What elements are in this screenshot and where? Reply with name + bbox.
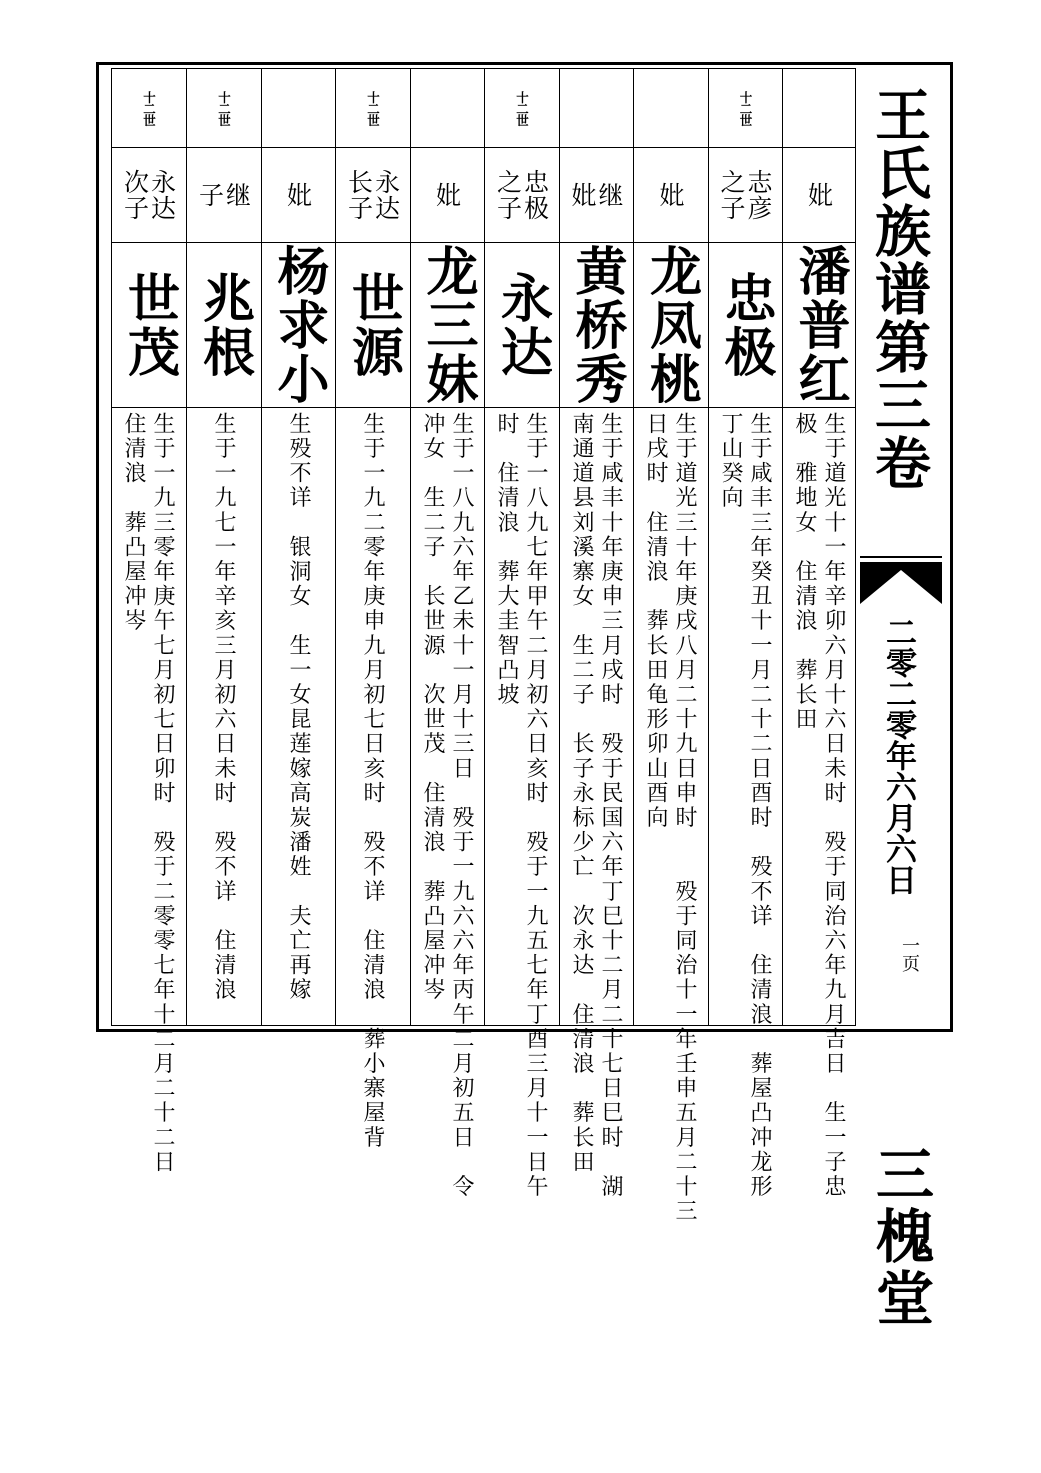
biography-text: 生于一八九七年甲午二月初六日亥时 殁于一九五七年丁酉三月十一日午 时 住清浪 葬大圭智凸坡	[494, 412, 548, 1200]
biography-text: 生于一八九六年乙未十一月十三日 殁于一九六六年丙午二月初五日 令 冲女 生二子 长世源 次世茂 住清浪 葬凸屋冲岑	[420, 412, 474, 1200]
generation-cell	[782, 70, 856, 147]
relation-label: 永达 次子	[120, 169, 177, 221]
name-cell	[484, 243, 559, 407]
relation-label: 继 妣	[568, 182, 624, 208]
name-cell	[782, 243, 856, 407]
relation-label: 继 子	[195, 182, 252, 208]
person-name: 杨求小	[268, 244, 329, 406]
fishtail-ornament	[860, 562, 942, 606]
generation-cell	[484, 70, 559, 147]
name-cell	[708, 243, 782, 407]
name-cell	[335, 243, 410, 407]
relation-label: 妣	[283, 182, 313, 208]
name-cell	[261, 243, 335, 407]
book-sidebar	[856, 68, 942, 1330]
relation-cell	[111, 148, 186, 242]
relation-label: 妣	[656, 182, 685, 208]
generation-cell	[410, 70, 484, 147]
name-cell	[410, 243, 484, 407]
biography-text: 生于道光三十年庚戌八月二十九日申时 殁于同治十一年壬申五月二十三 日戌时 住清浪 葬长田龟形卯山酉向	[643, 412, 697, 1224]
relation-label: 志彦 之子	[717, 169, 773, 221]
relation-label: 妣	[804, 182, 834, 208]
generation-label: 十二世	[141, 91, 157, 126]
person-name: 兆根	[193, 271, 255, 379]
relation-cell	[782, 148, 856, 242]
relation-cell	[633, 148, 708, 242]
relation-cell	[708, 148, 782, 242]
relation-cell	[261, 148, 335, 242]
book-title: 王氏族谱第三卷	[866, 86, 932, 492]
relation-label: 忠极 之子	[493, 169, 550, 221]
person-name: 忠极	[715, 271, 776, 379]
generation-label: 十二世	[365, 91, 381, 126]
person-name: 世茂	[118, 271, 180, 379]
relation-label: 妣	[432, 182, 462, 208]
publication-date: 二零二零年六月六日	[880, 616, 916, 895]
person-name: 龙凤桃	[640, 244, 702, 406]
name-cell	[186, 243, 261, 407]
person-name: 潘普红	[789, 244, 850, 406]
biography-text: 生于一九二零年庚申九月初七日亥时 殁不详 住清浪 葬小寨屋背	[360, 412, 385, 1150]
name-cell	[633, 243, 708, 407]
biography-text: 生于咸丰三年癸丑十一月二十二日酉时 殁不详 住清浪 葬屋凸冲龙形 丁山癸向	[718, 412, 772, 1200]
generation-cell	[633, 70, 708, 147]
biography-text: 生殁不详 银洞女 生一女昆莲嫁高炭潘姓 夫亡再嫁	[286, 412, 311, 1003]
generation-label: 十二世	[738, 91, 753, 126]
page-number: 一页	[899, 936, 920, 972]
relation-cell	[559, 148, 633, 242]
title-rule	[860, 556, 942, 558]
biography-text: 生于道光十一年辛卯六月十六日未时 殁于同治六年九月吉日 生一子忠 极 雅地女 住清浪 葬长田	[792, 412, 846, 1200]
person-name: 龙三妹	[417, 244, 478, 406]
name-cell	[559, 243, 633, 407]
generation-cell	[186, 70, 261, 147]
generation-cell	[335, 70, 410, 147]
person-name: 黄桥秀	[566, 244, 627, 406]
generation-cell	[708, 70, 782, 147]
relation-label: 永达 长子	[344, 169, 401, 221]
generation-label: 十二世	[216, 91, 232, 126]
generation-cell	[261, 70, 335, 147]
person-name: 永达	[491, 271, 553, 379]
biography-text: 生于咸丰十年庚申三月戌时 殁于民国六年丁巳十二月二十七日巳时 湖 南通道县刘溪寨女 生二子 长子永标少亡 次永达 住清浪 葬长田	[569, 412, 623, 1200]
relation-cell	[484, 148, 559, 242]
hall-name: 三槐堂	[866, 1144, 934, 1330]
relation-cell	[186, 148, 261, 242]
relation-cell	[335, 148, 410, 242]
biography-text: 生于一九七一年辛亥三月初六日未时 殁不详 住清浪	[211, 412, 236, 1003]
generation-label: 十二世	[514, 91, 530, 126]
generation-cell	[111, 70, 186, 147]
person-name: 世源	[342, 271, 404, 379]
name-cell	[111, 243, 186, 407]
generation-cell	[559, 70, 633, 147]
relation-cell	[410, 148, 484, 242]
biography-text: 生于一九三零年庚午七月初七日卯时 殁于二零零七年十二月二十二日 住清浪 葬凸屋冲岑	[121, 412, 175, 1175]
